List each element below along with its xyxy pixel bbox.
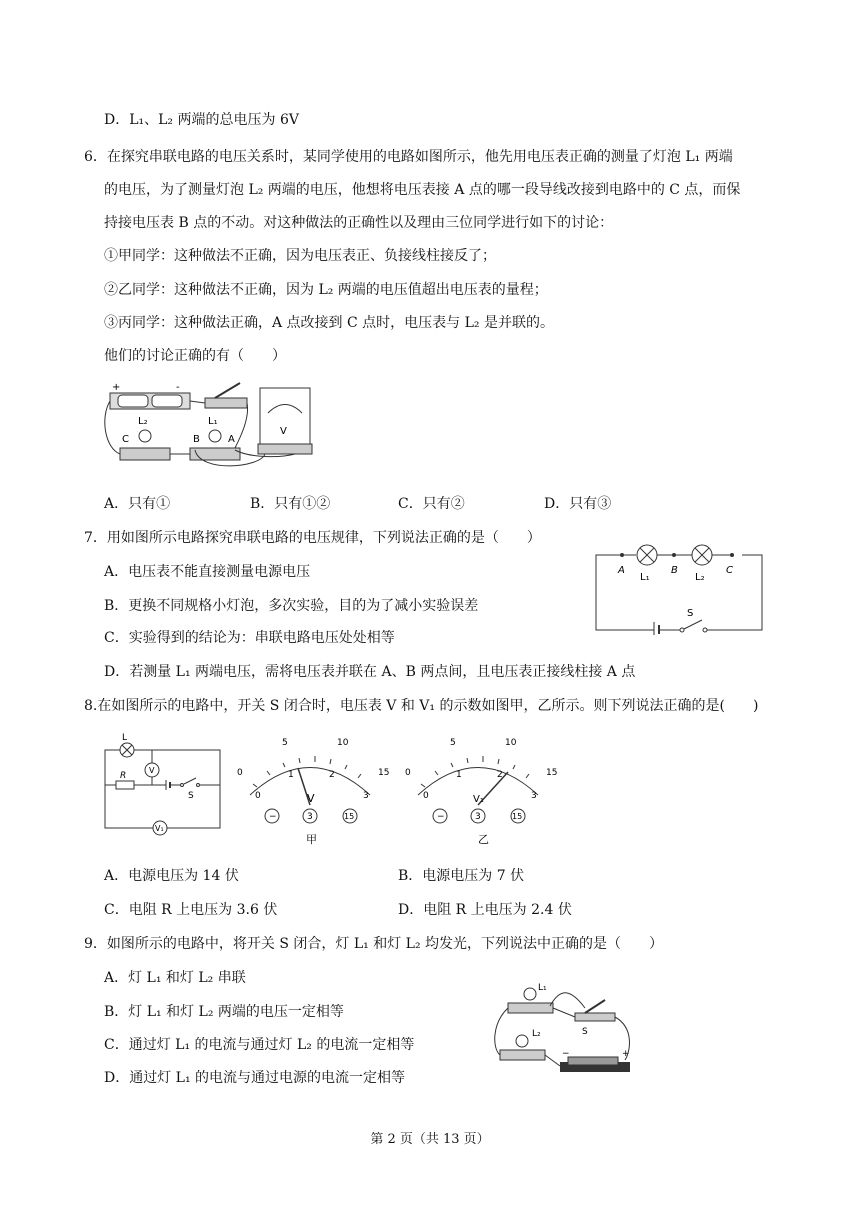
q7-option-b: B．更换不同规格小灯泡，多次实验，目的为了减小实验误差	[104, 598, 479, 614]
q8-yi-bottom-3: 3	[531, 791, 537, 801]
q7-option-c: C．实验得到的结论为：串联电路电压处处相等	[104, 630, 395, 646]
q8-figure	[100, 730, 570, 850]
q6-stem-line1: 6．在探究串联电路的电压关系时，某同学使用的电路如图所示，他先用电压表正确的测量了灯泡 L₁ 两端	[84, 149, 733, 165]
q8-S-label: S	[188, 791, 194, 801]
q7-option-d: D．若测量 L₁ 两端电压，需将电压表并联在 A、B 两点间，且电压表正接线柱接 A 点	[104, 664, 636, 680]
q8-caption-jia: 甲	[306, 833, 317, 846]
q7-option-a: A．电压表不能直接测量电源电压	[104, 564, 311, 580]
q8-caption-yi: 乙	[478, 833, 489, 846]
q6-stem-line2: 的电压，为了测量灯泡 L₂ 两端的电压，他想将电压表接 A 点的哪一段导线改接到电路中的 C 点，而保	[104, 182, 741, 198]
q8-V-label: V	[149, 766, 155, 775]
q8-jia-top-15: 15	[378, 768, 390, 778]
q7-stem: 7．用如图所示电路探究串联电路的电压规律，下列说法正确的是（ ）	[84, 530, 541, 546]
q9-L2-label: L₂	[532, 1029, 541, 1039]
q6-option-d: D．只有③	[544, 496, 612, 512]
q8-jia-bottom-0: 0	[255, 791, 261, 801]
q8-jia-15: 15	[344, 812, 355, 821]
q8-yi-15: 15	[512, 812, 523, 821]
q8-yi-top-0: 0	[405, 768, 411, 778]
q8-yi-bottom-1: 1	[456, 770, 462, 780]
q9-option-b: B．灯 L₁ 和灯 L₂ 两端的电压一定相等	[104, 1004, 344, 1020]
q6-B-label: B	[193, 434, 200, 445]
q9-option-a: A．灯 L₁ 和灯 L₂ 串联	[104, 970, 246, 986]
q9-plus-label: +	[622, 1049, 630, 1059]
q8-option-a: A．电源电压为 14 伏	[104, 868, 239, 884]
q8-jia-minus: −	[269, 812, 277, 822]
q8-meter-jia	[237, 738, 389, 846]
q7-A-label: A	[618, 565, 625, 576]
q8-option-d: D．电阻 R 上电压为 2.4 伏	[398, 902, 572, 918]
q6-option-b: B．只有①②	[250, 496, 331, 512]
q8-jia-bottom-2: 2	[329, 770, 335, 780]
q8-yi-top-5: 5	[450, 738, 456, 748]
q6-voltmeter-label: V	[280, 426, 287, 437]
q6-C-label: C	[122, 434, 129, 445]
q8-V1-label: V₁	[155, 824, 164, 833]
q8-jia-meter-label: V	[307, 792, 315, 805]
q6-A-label: A	[228, 434, 235, 445]
q8-yi-top-10: 10	[505, 738, 517, 748]
q8-jia-top-0: 0	[237, 768, 243, 778]
q9-S-label: S	[582, 1027, 588, 1037]
q7-S-label: S	[687, 608, 694, 619]
q7-B-label: B	[671, 565, 678, 576]
q6-L1-label: L₁	[208, 416, 218, 427]
q8-yi-minus: −	[437, 812, 445, 822]
q6-plus-label: +	[112, 382, 121, 393]
q9-minus-label: −	[562, 1049, 570, 1059]
q9-L1-label: L₁	[538, 983, 547, 993]
q8-meter-yi	[405, 738, 557, 846]
q6-option-c: C．只有②	[398, 496, 465, 512]
q8-option-b: B．电源电压为 7 伏	[398, 868, 525, 884]
q8-yi-bottom-0: 0	[423, 791, 429, 801]
q8-yi-3: 3	[475, 812, 481, 822]
q8-L-label: L	[122, 733, 128, 743]
q8-jia-top-5: 5	[282, 738, 288, 748]
q6-L2-label: L₂	[138, 416, 148, 427]
q7-C-label: C	[726, 565, 733, 576]
q6-statement-2: ②乙同学：这种做法不正确，因为 L₂ 两端的电压值超出电压表的量程；	[104, 282, 548, 298]
page-footer: 第 2 页（共 13 页）	[370, 1132, 490, 1147]
q8-jia-3: 3	[307, 812, 313, 822]
q9-option-d: D．通过灯 L₁ 的电流与通过电源的电流一定相等	[104, 1070, 406, 1086]
q8-stem: 8.在如图所示的电路中，开关 S 闭合时，电压表 V 和 V₁ 的示数如图甲，乙所示。则下列说法正确的是( )	[84, 698, 759, 714]
q8-circuit	[105, 733, 220, 835]
q8-jia-bottom-1: 1	[288, 770, 294, 780]
q8-jia-bottom-3: 3	[363, 791, 369, 801]
q6-statement-1: ①甲同学：这种做法不正确，因为电压表正、负接线柱接反了；	[104, 248, 496, 264]
q8-jia-top-10: 10	[337, 738, 349, 748]
q7-circuit-figure	[592, 540, 767, 635]
q8-option-c: C．电阻 R 上电压为 3.6 伏	[104, 902, 278, 918]
q6-stem-line3: 持接电压表 B 点的不动。对这种做法的正确性以及理由三位同学进行如下的讨论：	[104, 215, 614, 231]
q6-option-a: A．只有①	[104, 496, 171, 512]
q6-question: 他们的讨论正确的有（ ）	[104, 348, 286, 364]
q8-yi-meter-label: V₁	[473, 794, 484, 805]
q8-yi-top-15: 15	[546, 768, 558, 778]
q7-L2-label: L₂	[695, 572, 705, 583]
q6-minus-label: -	[176, 382, 180, 393]
q9-circuit-figure	[490, 978, 640, 1078]
q9-stem: 9．如图所示的电路中，将开关 S 闭合，灯 L₁ 和灯 L₂ 均发光，下列说法中正确的是（ ）	[84, 936, 664, 952]
q7-L1-label: L₁	[640, 572, 650, 583]
q8-yi-bottom-2: 2	[497, 770, 503, 780]
q8-R-label: R	[120, 771, 127, 781]
q5-option-d: D．L₁、L₂ 两端的总电压为 6V	[104, 112, 299, 128]
q6-circuit-figure	[100, 378, 315, 483]
q9-option-c: C．通过灯 L₁ 的电流与通过灯 L₂ 的电流一定相等	[104, 1037, 415, 1053]
q6-statement-3: ③丙同学：这种做法正确，A 点改接到 C 点时，电压表与 L₂ 是并联的。	[104, 315, 554, 331]
